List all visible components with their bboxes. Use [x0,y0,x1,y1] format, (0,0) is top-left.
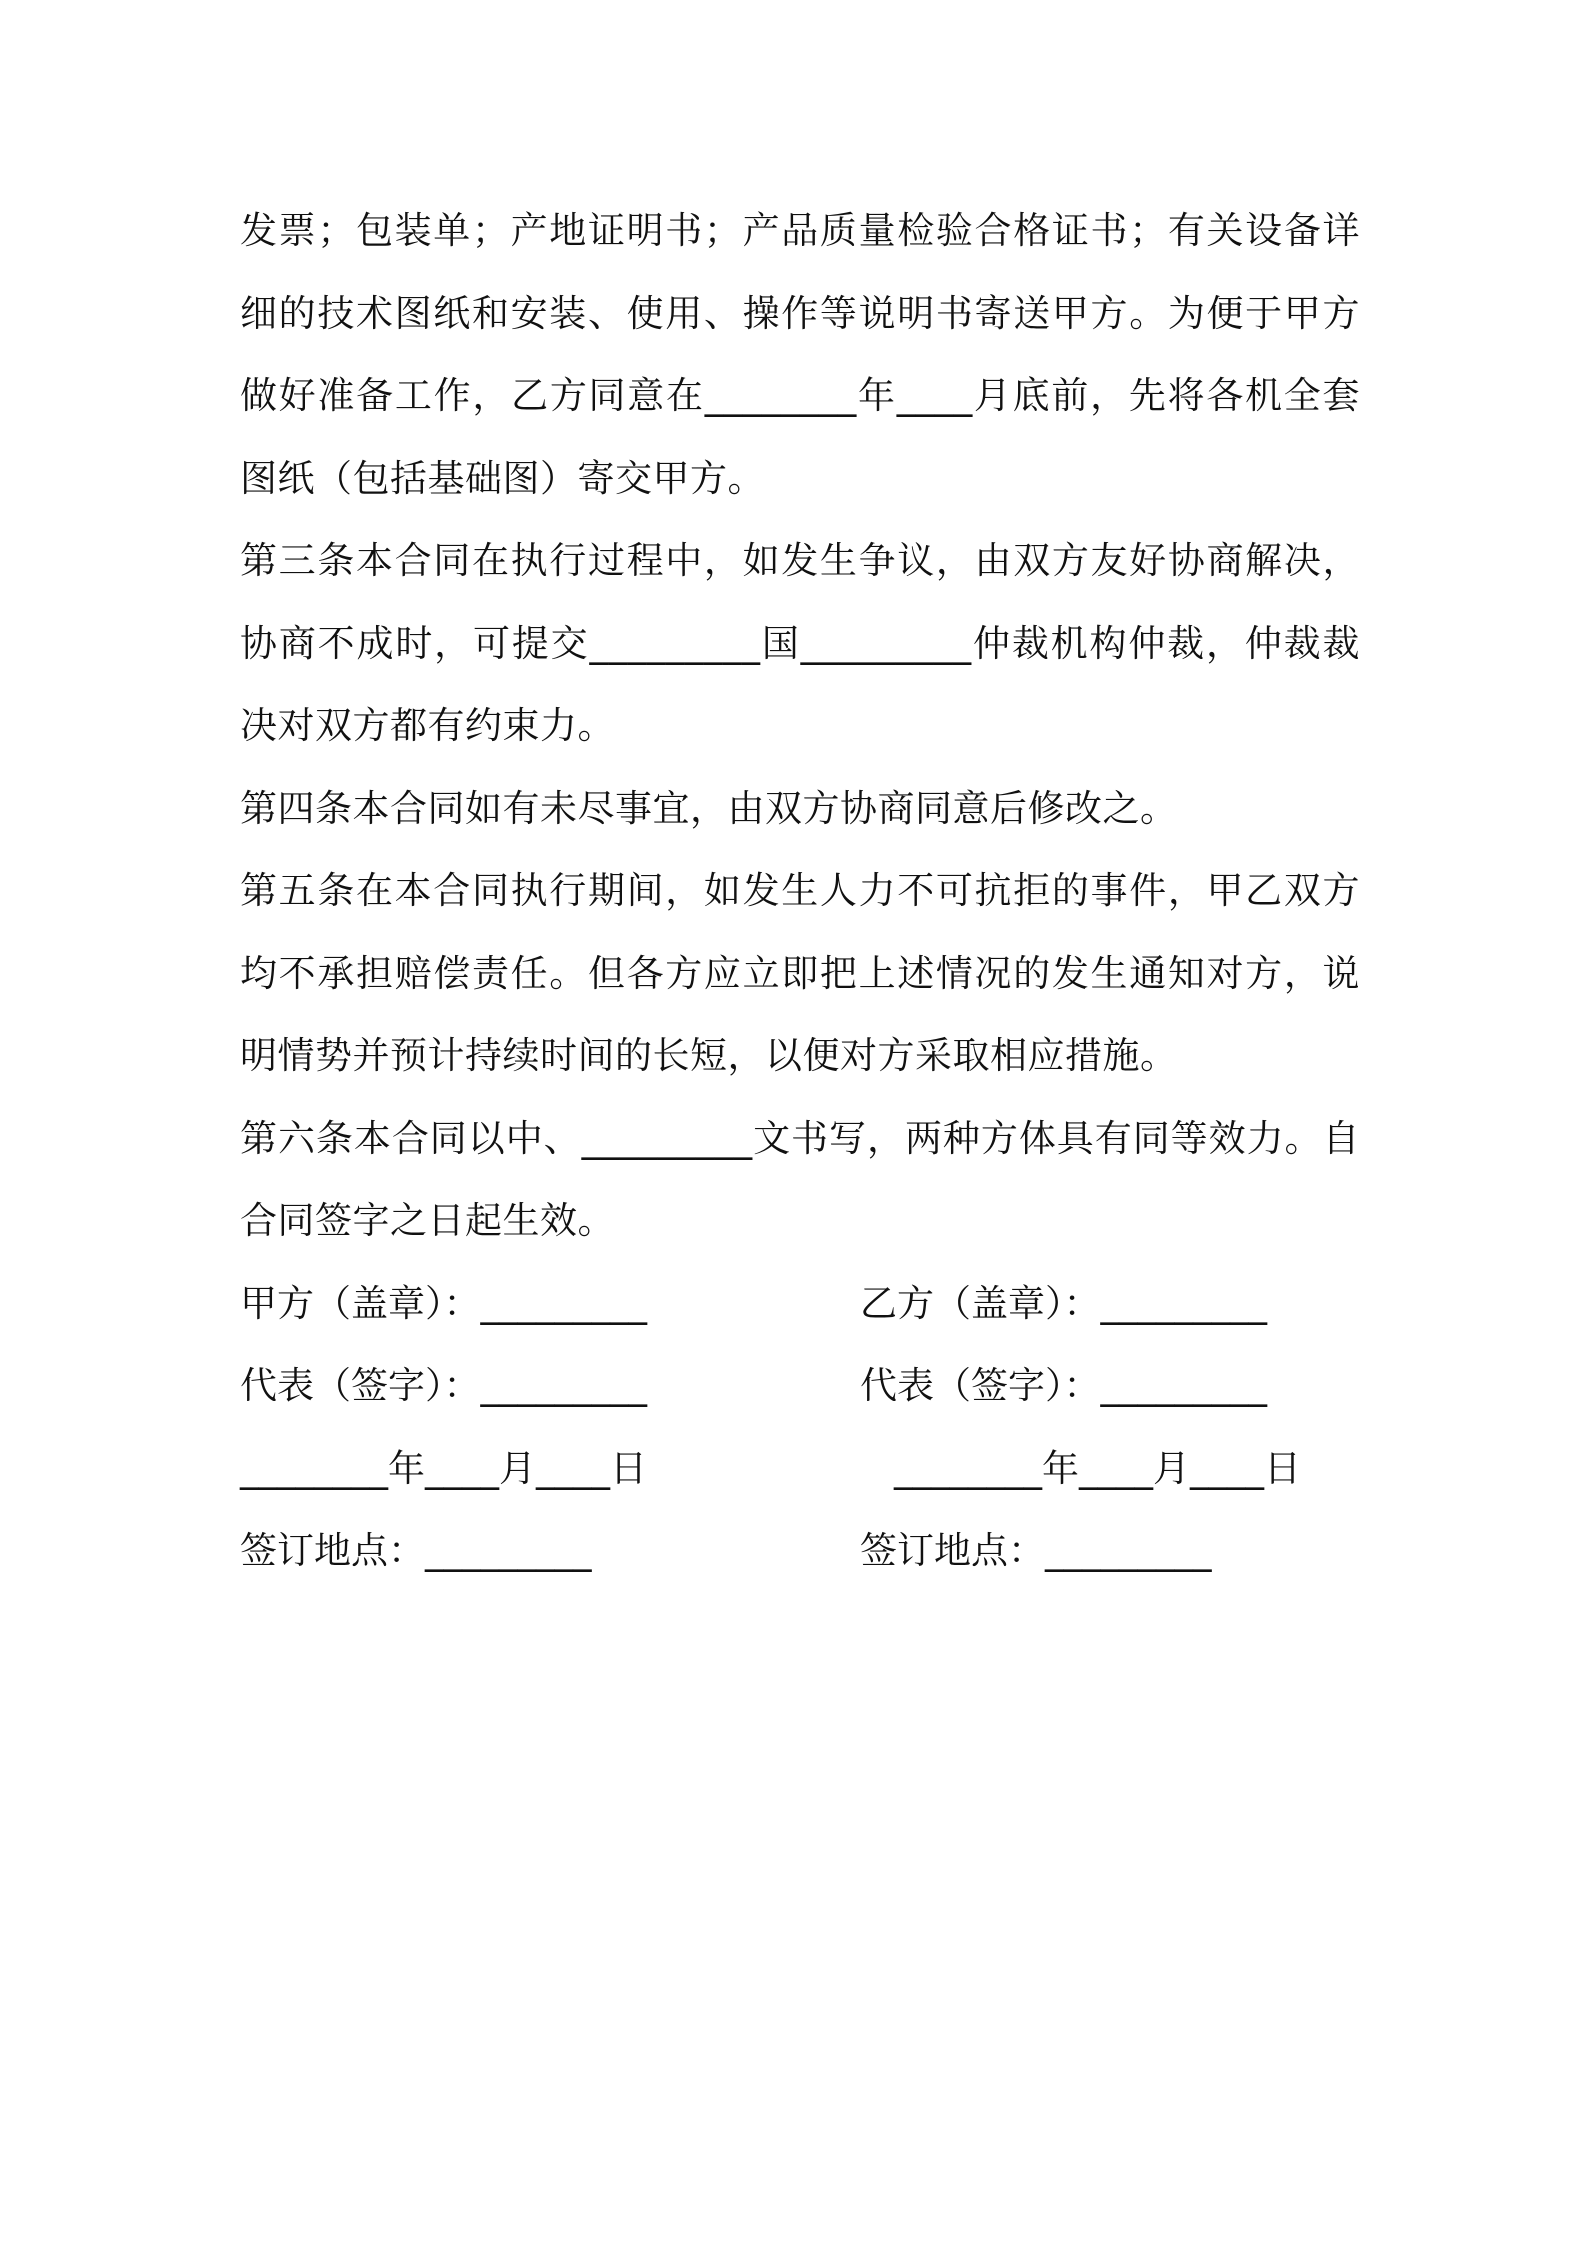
signature-row-place [240,1510,1360,1593]
party-a-date: ________年____月____日 [240,1446,647,1490]
signature-row-representative [240,1345,1360,1428]
paragraph-article-3: 第三条本合同在执行过程中，如发生争议，由双方友好协商解决，协商不成时，可提交_________国_________仲裁机构仲裁，仲裁裁决对双方都有约束力。 [240,539,1360,747]
signature-row-seal [240,1263,1360,1346]
paragraph-delivery-documents: 发票；包装单；产地证明书；产品质量检验合格证书；有关设备详细的技术图纸和安装、使用、操作等说明书寄送甲方。为便于甲方做好准备工作，乙方同意在________年____月底前，先将各机全套图纸（包括基础图）寄交甲方。 [240,209,1360,500]
party-a-representative: 代表（签字）：_________ [240,1364,647,1407]
paragraph-article-5: 第五条在本合同执行期间，如发生人力不可抗拒的事件，甲乙双方均不承担赔偿责任。但各方应立即把上述情况的发生通知对方，说明情势并预计持续时间的长短，以便对方采取相应措施。 [240,869,1360,1077]
party-b-place: 签订地点：_________ [860,1529,1212,1572]
party-b-representative: 代表（签字）：_________ [860,1364,1267,1407]
signature-row-date [240,1428,1360,1511]
document-body [240,190,1360,1593]
party-b-date: ________年____月____日 [894,1446,1301,1490]
paragraph-article-4: 第四条本合同如有未尽事宜，由双方协商同意后修改之。 [240,786,1178,830]
party-a-seal: 甲方（盖章）：_________ [240,1281,647,1325]
party-b-seal: 乙方（盖章）：_________ [860,1281,1267,1325]
paragraph-article-6: 第六条本合同以中、_________文书写，两种方体具有同等效力。自合同签字之日起生效。 [240,1116,1360,1242]
party-a-place: 签订地点：_________ [240,1529,592,1572]
